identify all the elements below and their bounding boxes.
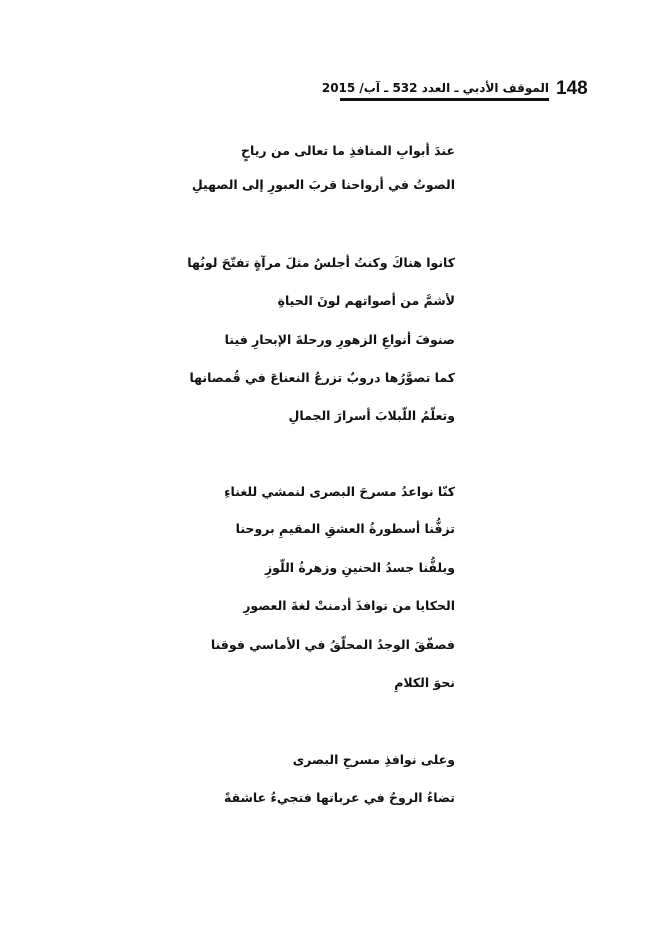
poem-line: عندَ أبوابِ المنافذِ ما تعالى من رياحٍ [241, 143, 455, 158]
poem-line: كما تصوَّرُها دروبٌ تزرعُ النعناعَ في قُمصانها [189, 370, 455, 385]
poem-line: فصفّقَ الوجدُ المحلّقُ في الأماسي فوقنا [210, 637, 455, 652]
poem-line: نحوَ الكلامِ [394, 675, 455, 690]
poem-line: صنوفَ أنواعِ الزهورِ ورحلةَ الإبحارِ فينا [224, 332, 455, 347]
poem-line: الصوتُ في أرواحنا قربَ العبورِ إلى الصهيلِ [191, 177, 455, 192]
poem-line: كانوا هناكَ وكنتُ أجلسُ مثلَ مرآةٍ تفتّحَ لونُها [187, 255, 455, 270]
poem-line: وتعلّمُ اللّبلابَ أسرارَ الجمالِ [288, 408, 455, 423]
poem-line: ويلفُّنا جسدُ الحنينِ وزهرةُ اللّوزِ [264, 560, 455, 575]
poem-line: تزفُّنا أسطورةُ العشقِ المقيمِ بروحنا [235, 521, 455, 536]
page-number: 148 [556, 78, 588, 99]
poem-line: لأشمَّ من أصواتهم لونَ الحياةِ [277, 293, 455, 308]
poem-line: الحكايا من نوافذَ أدمنتْ لغةَ العصورِ [243, 598, 455, 613]
poem-line: وعلى نوافذِ مسرحِ البصرى [292, 752, 455, 767]
poem-line: كنّا نواعدُ مسرحَ البصرى لنمشي للغناءِ [224, 484, 455, 499]
running-title: الموقف الأدبي ـ العدد 532 ـ آب/ 2015 [321, 81, 549, 95]
poem-line: تضاءُ الروحُ في عرباتها فتجيءُ عاشقةً [224, 790, 455, 805]
